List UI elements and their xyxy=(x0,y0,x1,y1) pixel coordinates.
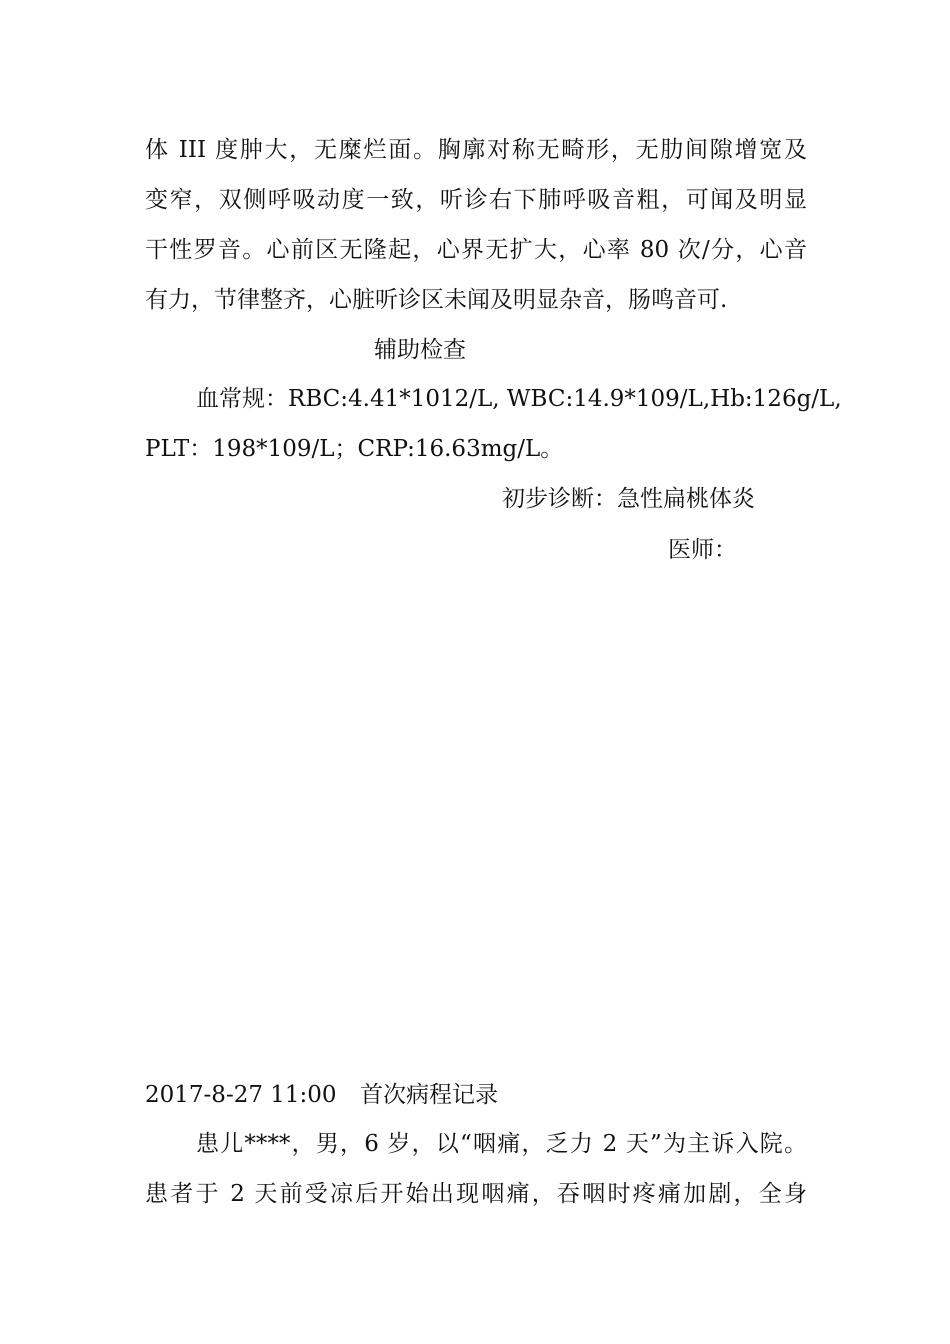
preliminary-diagnosis: 初步诊断：急性扁桃体炎 xyxy=(502,486,755,512)
exam-line-2: 变窄，双侧呼吸动度一致，听诊右下肺呼吸音粗，可闻及明显 xyxy=(145,187,807,213)
doctor-signature-label: 医师： xyxy=(668,537,737,563)
exam-line-1: 体 III 度肿大，无糜烂面。胸廓对称无畸形，无肋间隙增宽及 xyxy=(145,137,807,163)
record-line-1: 患儿****，男，6 岁，以“咽痛，乏力 2 天”为主诉入院。 xyxy=(196,1131,807,1157)
record-datetime: 2017-8-27 11:00 xyxy=(145,1082,337,1108)
aux-exam-line-1: 血常规：RBC:4.41*1012/L, WBC:14.9*109/L,Hb:126g/L, xyxy=(196,386,842,412)
aux-exam-heading: 辅助检查 xyxy=(374,337,466,363)
record-line-2: 患者于 2 天前受凉后开始出现咽痛，吞咽时疼痛加剧，全身 xyxy=(145,1181,807,1207)
record-title: 首次病程记录 xyxy=(360,1082,498,1108)
aux-exam-line-2: PLT：198*109/L；CRP:16.63mg/L。 xyxy=(145,436,564,462)
exam-line-4: 有力，节律整齐，心脏听诊区未闻及明显杂音，肠鸣音可. xyxy=(145,287,728,313)
exam-line-3: 干性罗音。心前区无隆起，心界无扩大，心率 80 次/分，心音 xyxy=(145,237,807,263)
